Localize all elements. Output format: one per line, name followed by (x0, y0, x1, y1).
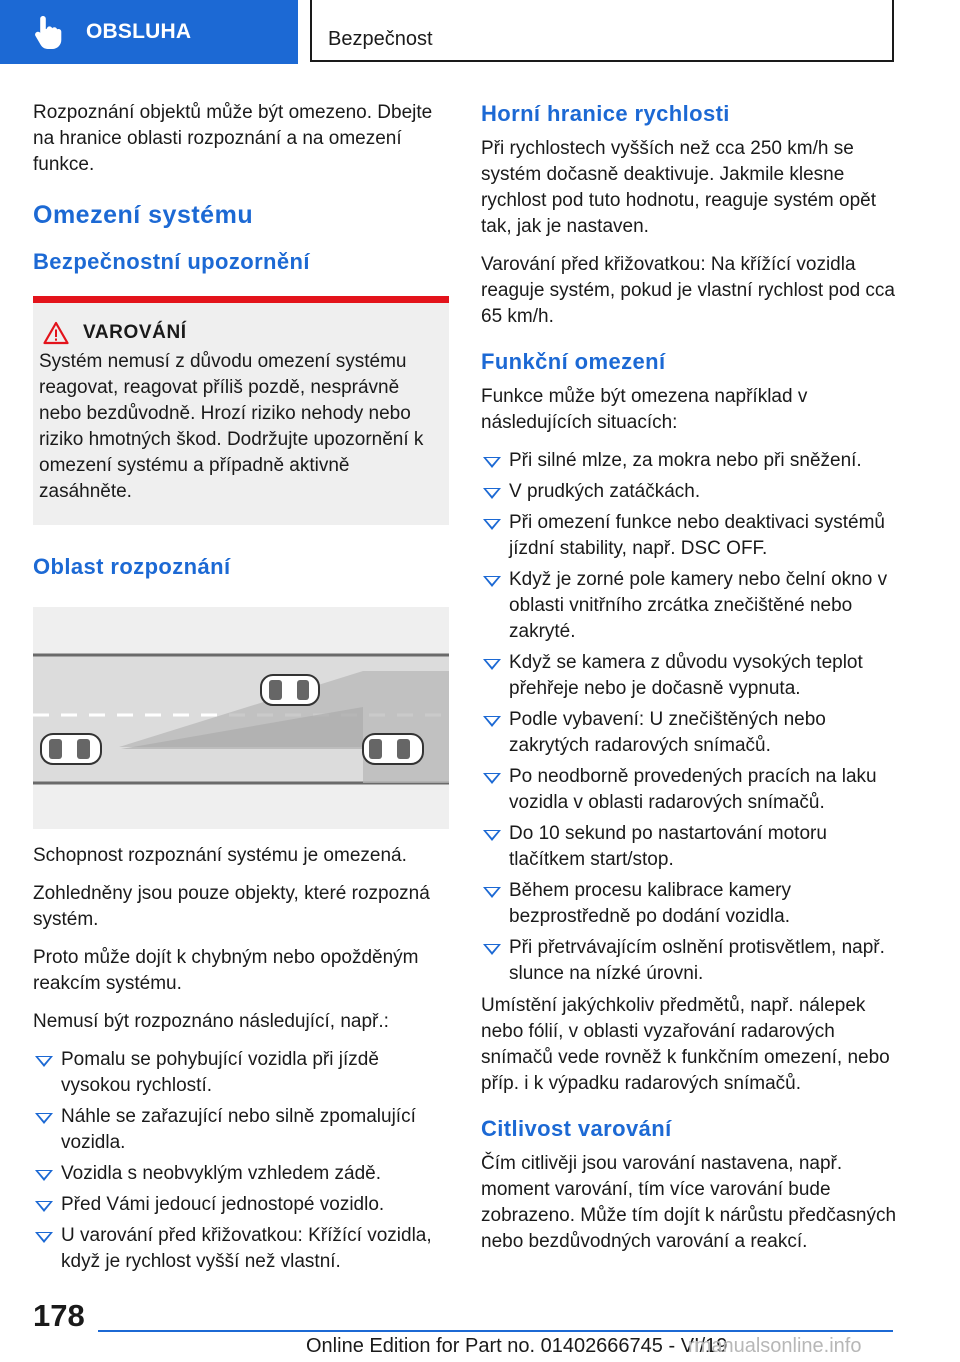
para-not-detected-intro: Nemusí být rozpoznáno následující, např.: (33, 1011, 389, 1032)
list-item (33, 1192, 449, 1218)
para-speed-deactivation: Při rychlostech vyšších než cca 250 km/h se systém dočasně deaktivuje. Jakmile klesne rychlost pod tuto hodnotu, reaguje systém opět tak, jak je nastaven. (481, 138, 877, 237)
hand-pointer-icon (28, 12, 68, 52)
not-detected-list (33, 1047, 449, 1275)
warning-triangle-icon (43, 321, 69, 345)
bullet-triangle-icon (483, 944, 501, 955)
bullet-triangle-icon (483, 716, 501, 727)
section-label: OBSLUHA (86, 20, 192, 43)
para-crossing-warning: Varování před křižovatkou: Na křížící vozidla reaguje systém, pokud je vlastní rychlost pod cca 65 km/h. (481, 254, 895, 327)
bullet-triangle-icon (35, 1113, 53, 1124)
list-item (481, 821, 897, 873)
bullet-triangle-icon (35, 1232, 53, 1243)
para-limited-detection: Schopnost rozpoznání systému je omezená. (33, 845, 407, 866)
para-sensitivity: Čím citlivěji jsou varování nastavena, např. moment varování, tím více varování bude zobrazeno. Může tím dojít k nárůstu předčasných nebo bezdůvodných varování a reakcí. (481, 1153, 897, 1252)
warning-text: Systém nemusí z důvodu omezení systému reagovat, reagovat příliš pozdě, nesprávně nebo bezdůvodně. Hrozí riziko nehody nebo riziko hmotných škod. Dodržujte upozornění k omezení systému a případně aktivně zasáhněte. (39, 351, 424, 502)
para-radar-objects: Umístění jakýchkoliv předmětů, např. nálepek nebo fólií, v oblasti vyzařování radarových snímačů vede rovněž k funkčním omezení, nebo příp. i k výpadku radarových snímačů. (481, 995, 890, 1094)
bullet-triangle-icon (483, 519, 501, 530)
car-left (41, 734, 101, 764)
bullet-triangle-icon (483, 773, 501, 784)
list-item-text: Podle vybavení: U znečištěných nebo zakrytých radarových snímačů. (509, 709, 826, 756)
list-item-text: Do 10 sekund po nastartování motoru tlačítkem start/stop. (509, 823, 827, 870)
warning-title-row (39, 321, 443, 345)
left-column (33, 100, 449, 1281)
list-item (481, 707, 897, 759)
list-item (481, 878, 897, 930)
list-item (33, 1161, 449, 1187)
heading-safety-notes: Bezpečnostní upozornění (33, 249, 310, 274)
list-item-text: Při přetrvávajícím oslnění protisvětlem, např. slunce na nízké úrovni. (509, 937, 885, 984)
car-own-vehicle (363, 734, 423, 764)
bullet-triangle-icon (483, 887, 501, 898)
detection-area-illustration (33, 607, 449, 829)
bullet-triangle-icon (483, 659, 501, 670)
warning-box (33, 296, 449, 525)
list-item-text: Během procesu kalibrace kamery bezprostředně po dodání vozidla. (509, 880, 791, 927)
list-item (33, 1047, 449, 1099)
warning-title: VAROVÁNÍ (83, 322, 187, 343)
para-functional-intro: Funkce může být omezena například v následujících situacích: (481, 386, 808, 433)
list-item-text: Když se kamera z důvodu vysokých teplot přehřeje nebo je dočasně vypnuta. (509, 652, 863, 699)
para-only-detected: Zohledněny jsou pouze objekty, které rozpozná systém. (33, 883, 430, 930)
list-item-text: Při silné mlze, za mokra nebo při sněžení. (509, 450, 862, 471)
edition-note: Online Edition for Part no. 01402666745 - VI/19 (306, 1335, 728, 1357)
list-item-text: Při omezení funkce nebo deaktivaci systémů jízdní stability, např. DSC OFF. (509, 512, 885, 559)
bullet-triangle-icon (35, 1056, 53, 1067)
list-item (33, 1104, 449, 1156)
chapter-title: Bezpečnost (328, 28, 433, 50)
heading-warning-sensitivity: Citlivost varování (481, 1116, 672, 1141)
heading-functional-limits: Funkční omezení (481, 349, 666, 374)
bullet-triangle-icon (483, 576, 501, 587)
bullet-triangle-icon (483, 457, 501, 468)
list-item (481, 479, 897, 505)
list-item-text: Vozidla s neobvyklým vzhledem zádě. (61, 1163, 381, 1184)
functional-limits-list (481, 448, 897, 987)
list-item (33, 1223, 449, 1275)
heading-system-limits: Omezení systému (33, 201, 254, 229)
list-item-text: V prudkých zatáčkách. (509, 481, 701, 502)
bullet-triangle-icon (483, 830, 501, 841)
page-number: 178 (33, 1298, 85, 1333)
list-item (481, 935, 897, 987)
list-item-text: Náhle se zařazující nebo silně zpomalující vozidla. (61, 1106, 416, 1153)
list-item (481, 567, 897, 645)
bullet-triangle-icon (483, 488, 501, 499)
chapter-box (310, 0, 894, 62)
list-item (481, 510, 897, 562)
list-item-text: Před Vámi jedoucí jednostopé vozidlo. (61, 1194, 385, 1215)
bullet-triangle-icon (35, 1170, 53, 1181)
footer-divider (98, 1330, 893, 1332)
list-item (481, 448, 897, 474)
para-wrong-reactions: Proto může dojít k chybným nebo opožděným reakcím systému. (33, 947, 419, 994)
list-item-text: U varování před křižovatkou: Křížící vozidla, když je rychlost vyšší než vlastní. (61, 1225, 432, 1272)
watermark: rmanualsonline.info (688, 1335, 862, 1357)
heading-speed-limit: Horní hranice rychlosti (481, 101, 730, 126)
list-item-text: Když je zorné pole kamery nebo čelní okno v oblasti vnitřního zrcátka znečištěné nebo zakryté. (509, 569, 888, 642)
bullet-triangle-icon (35, 1201, 53, 1212)
section-tab (0, 0, 298, 64)
right-column (481, 100, 897, 1267)
intro-paragraph: Rozpoznání objektů může být omezeno. Dbejte na hranice oblasti rozpoznání a na omezení funkce. (33, 102, 433, 175)
list-item (481, 764, 897, 816)
list-item-text: Po neodborně provedených pracích na laku vozidla v oblasti radarových snímačů. (509, 766, 877, 813)
list-item-text: Pomalu se pohybující vozidla při jízdě vysokou rychlostí. (61, 1049, 379, 1096)
car-top-center (261, 675, 319, 705)
list-item (481, 650, 897, 702)
heading-detection-area: Oblast rozpoznání (33, 554, 231, 579)
